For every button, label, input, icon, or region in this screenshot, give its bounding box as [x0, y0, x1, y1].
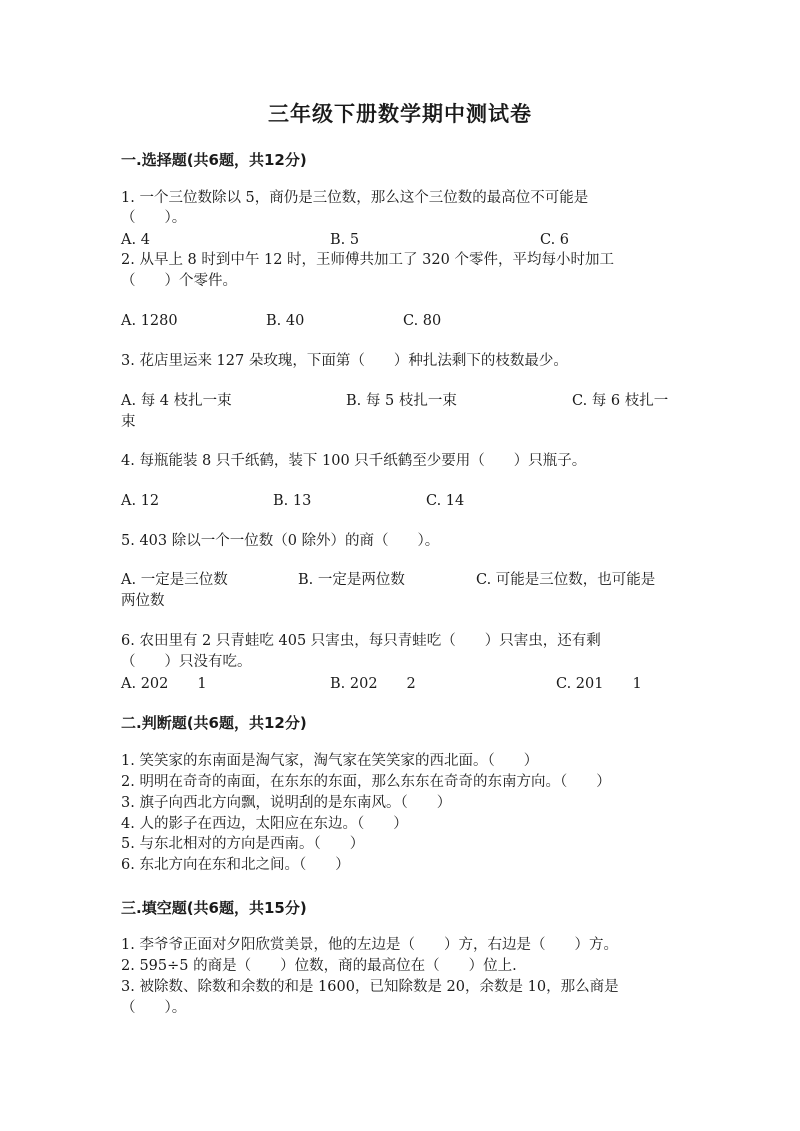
list-item: （ ）。: [121, 1000, 187, 1016]
list-item: 5. 与东北相对的方向是西南。（ ）: [121, 836, 365, 852]
option-b: B. 202 2: [330, 676, 416, 692]
option-b: B. 5: [330, 232, 360, 248]
question-text: 1. 一个三位数除以 5，商仍是三位数，那么这个三位数的最高位不可能是: [121, 190, 589, 206]
option-b: B. 40: [266, 313, 305, 329]
section-heading-fill-blank: 三.填空题(共6题，共15分): [121, 899, 307, 917]
list-item: 3. 旗子向西北方向飘，说明刮的是东南风。（ ）: [121, 795, 452, 811]
question-text: 3. 花店里运来 127 朵玫瑰，下面第（ ）种扎法剩下的枝数最少。: [121, 353, 568, 369]
option-a: A. 每 4 枝扎一束: [121, 393, 232, 409]
question-text: 5. 403 除以一个一位数（0 除外）的商（ ）。: [121, 533, 440, 549]
option-c: C. 80: [403, 313, 442, 329]
option-c: C. 每 6 枝扎一: [572, 393, 669, 409]
question-text: （ ）只没有吃。: [121, 654, 252, 670]
section-heading-judgement: 二.判断题(共6题，共12分): [121, 714, 307, 732]
option-b: B. 13: [273, 493, 312, 509]
option-b: B. 一定是两位数: [298, 572, 405, 588]
option-c: C. 6: [540, 232, 570, 248]
list-item: 1. 李爷爷正面对夕阳欣赏美景，他的左边是（ ）方，右边是（ ）方。: [121, 937, 618, 953]
option-a: A. 202 1: [121, 676, 207, 692]
list-item: 1. 笑笑家的东南面是淘气家，淘气家在笑笑家的西北面。（ ）: [121, 753, 539, 769]
option-a: A. 一定是三位数: [121, 572, 228, 588]
option-a: A. 4: [121, 232, 150, 248]
option-wrap: 两位数: [121, 593, 165, 609]
list-item: 3. 被除数、除数和余数的和是 1600，已知除数是 20，余数是 10，那么商是: [121, 979, 619, 995]
question-text: （ ）。: [121, 210, 187, 226]
list-item: 6. 东北方向在东和北之间。（ ）: [121, 857, 350, 873]
question-text: （ ）个零件。: [121, 273, 237, 289]
section-heading-choice: 一.选择题(共6题，共12分): [121, 151, 307, 169]
option-b: B. 每 5 枝扎一束: [346, 393, 457, 409]
option-a: A. 1280: [121, 313, 178, 329]
page-title: 三年级下册数学期中测试卷: [268, 101, 532, 126]
question-text: 6. 农田里有 2 只青蛙吃 405 只害虫，每只青蛙吃（ ）只害虫，还有剩: [121, 633, 601, 649]
option-wrap: 束: [121, 414, 136, 430]
list-item: 4. 人的影子在西边，太阳应在东边。（ ）: [121, 816, 408, 832]
question-text: 2. 从早上 8 时到中午 12 时，王师傅共加工了 320 个零件，平均每小时加工: [121, 252, 614, 268]
list-item: 2. 明明在奇奇的南面，在东东的东面，那么东东在奇奇的东南方向。（ ）: [121, 774, 611, 790]
option-c: C. 可能是三位数，也可能是: [476, 572, 656, 588]
option-c: C. 14: [426, 493, 465, 509]
question-text: 4. 每瓶能装 8 只千纸鹤，装下 100 只千纸鹤至少要用（ ）只瓶子。: [121, 453, 587, 469]
option-a: A. 12: [121, 493, 160, 509]
option-c: C. 201 1: [556, 676, 642, 692]
list-item: 2. 595÷5 的商是（ ）位数，商的最高位在（ ）位上.: [121, 958, 517, 974]
